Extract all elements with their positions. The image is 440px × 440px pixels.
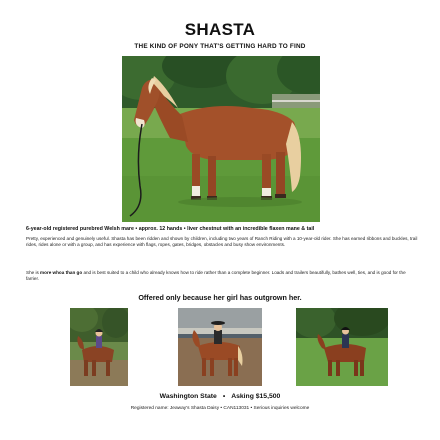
thumbnail-photo-arena — [178, 308, 262, 386]
page-title: SHASTA — [184, 20, 256, 39]
location-text: Washington State — [159, 393, 217, 400]
description-paragraph-1: Pretty, experienced and genuinely useful. Shasta has been ridden and shown by children, including two years of Ranch Riding with a 10-year-old rider. She has earned ribbons and buckles, trail rides, rides alone or with a group, and has experience with flags, ropes, gates, bridges, obstacles and busy show environments. — [26, 236, 418, 248]
registration-line: Registered name: Jeaway's Shasta Daisy • CAN113031 • Serious inquiries welcome — [130, 406, 310, 411]
hero-photo — [122, 56, 320, 222]
pony-photo-illustration — [122, 56, 320, 222]
thumbnail-photo-field — [296, 308, 388, 386]
description-prefix: She is — [26, 270, 41, 275]
location-and-price — [0, 392, 440, 401]
separator-dot: • — [222, 393, 226, 400]
offer-statement: Offered only because her girl has outgrown her. — [138, 293, 302, 302]
page-subtitle: THE KIND OF PONY THAT'S GETTING HARD TO FIND — [134, 43, 306, 50]
description-paragraph-2 — [26, 270, 418, 282]
price-text: Asking $15,500 — [231, 393, 281, 400]
pony-facts: 6-year-old registered purebred Welsh mare • approx. 12 hands • liver chestnut with an incredible flaxen mane & tail — [26, 226, 315, 232]
trail-ride-illustration — [70, 308, 128, 386]
field-ride-illustration — [296, 308, 388, 386]
arena-show-illustration — [178, 308, 262, 386]
description-suffix: and is best suited to a child who already knows how to ride rather than a complete beginner. Loads and trailers beautifully, bathes well, ties, and is good for the farrier. — [26, 270, 406, 282]
description-emphasis: more whoa than go — [40, 270, 83, 275]
thumbnail-photo-trail — [70, 308, 128, 386]
